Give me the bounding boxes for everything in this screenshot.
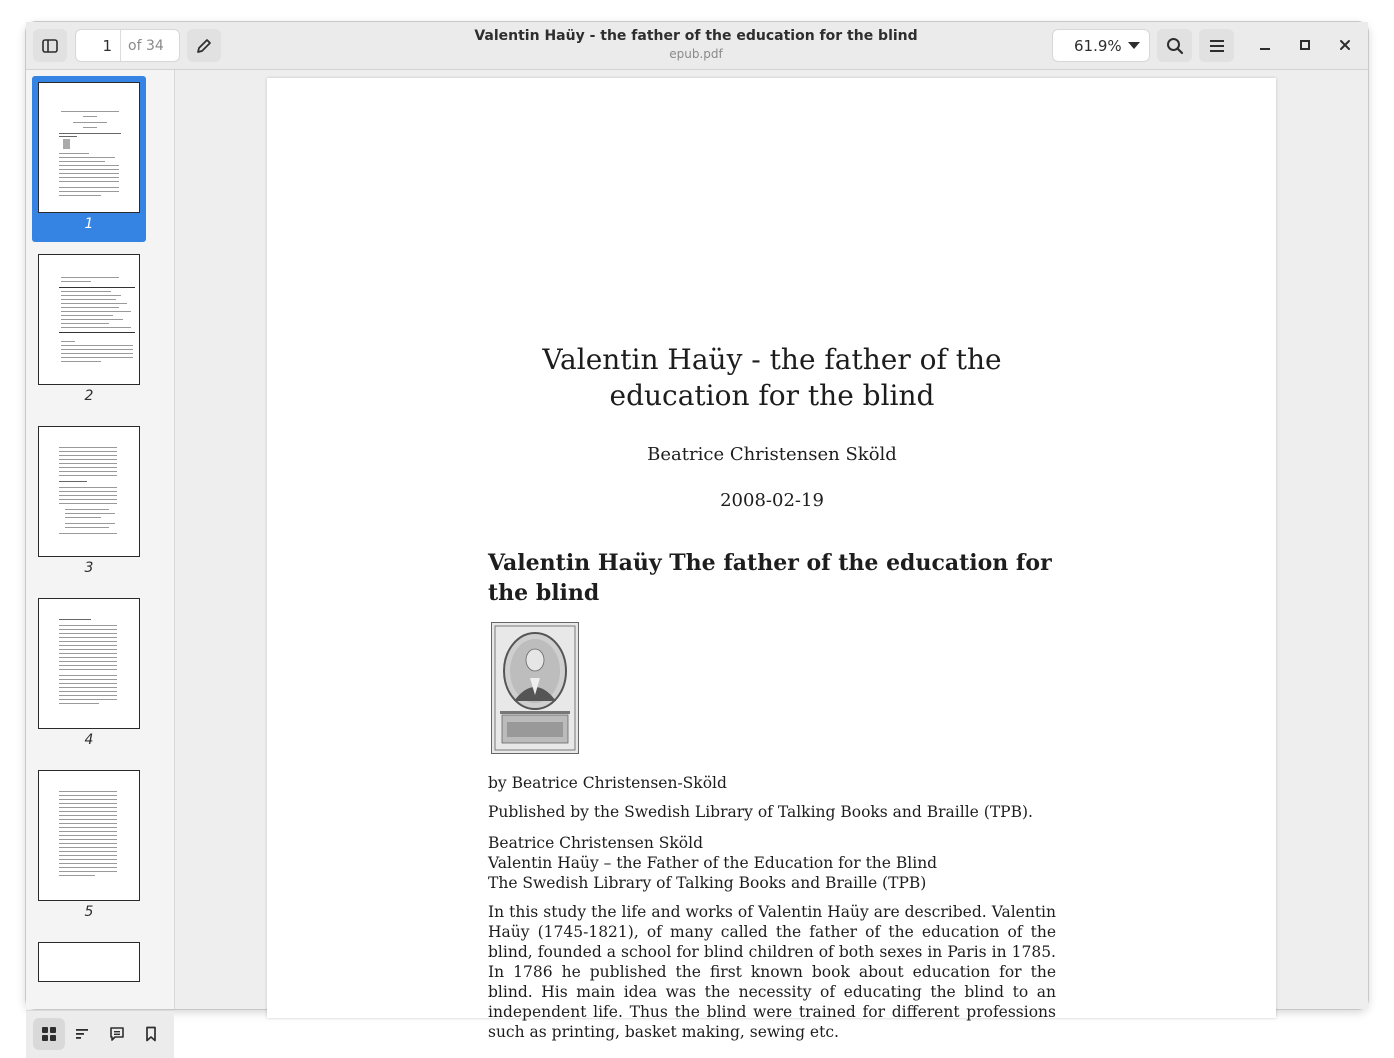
outline-icon (75, 1026, 91, 1042)
meta-line-author: Beatrice Christensen Sköld (488, 834, 703, 852)
sidebar-view-switcher (26, 1010, 174, 1058)
page-thumbnail-1[interactable] (32, 76, 146, 242)
sidebar-toggle-icon (42, 39, 58, 53)
hamburger-menu-icon (1209, 39, 1225, 53)
meta-line-title: Valentin Haüy – the Father of the Education for the Blind (488, 854, 938, 872)
document-abstract: In this study the life and works of Valentin Haüy are described. Valentin Haüy (1745-1821), of many called the father of the education of the blind, founded a school for blind children of both sexes in Paris in 1785. In 1786 he published the first known book about education for the blind. His main idea was the necessity of educating the blind to an independent life. Thus the blind were trained for different professions such as printing, basket making, sewing etc. (488, 903, 1056, 1041)
thumbnail-image (38, 82, 140, 213)
maximize-icon (1299, 39, 1311, 51)
thumbnail-label: 1 (84, 216, 94, 232)
page-number-input[interactable]: 1 (102, 36, 112, 55)
page-number-entry[interactable] (75, 29, 180, 62)
thumbnail-image (38, 426, 140, 557)
annotations-view-button[interactable] (101, 1018, 133, 1050)
page-thumbnail-6-partial[interactable] (38, 942, 140, 982)
page-total-label: of 34 (128, 37, 164, 54)
thumbnail-label: 5 (84, 904, 94, 920)
comment-icon (109, 1026, 125, 1042)
portrait-engraving (491, 622, 579, 754)
search-icon (1166, 37, 1184, 55)
thumbnail-image (38, 254, 140, 385)
page-thumbnail-2[interactable] (32, 248, 146, 414)
document-author: Beatrice Christensen Sköld (647, 444, 897, 465)
search-button[interactable] (1157, 29, 1192, 62)
thumbnail-image (38, 770, 140, 901)
annotate-button[interactable] (187, 29, 221, 62)
zoom-selector[interactable] (1052, 29, 1150, 62)
document-publisher: Published by the Swedish Library of Talking Books and Braille (TPB). (488, 803, 1033, 821)
minimize-icon (1259, 39, 1271, 51)
document-byline: by Beatrice Christensen-Sköld (488, 774, 727, 792)
sidebar-toggle-button[interactable] (33, 29, 67, 62)
grid-icon (41, 1026, 57, 1042)
thumbnail-label: 2 (84, 388, 94, 404)
window-subtitle: epub.pdf (669, 47, 723, 61)
close-button[interactable] (1334, 34, 1356, 56)
page-thumbnail-4[interactable] (32, 592, 146, 758)
document-meta (488, 833, 1056, 893)
bookmarks-view-button[interactable] (135, 1018, 167, 1050)
zoom-value: 61.9% (1074, 36, 1122, 55)
maximize-button[interactable] (1294, 34, 1316, 56)
header-bar (26, 22, 1368, 70)
thumbnails-view-button[interactable] (33, 1018, 65, 1050)
minimize-button[interactable] (1254, 34, 1276, 56)
document-page (267, 78, 1276, 1041)
page-thumbnail-3[interactable] (32, 420, 146, 586)
thumbnail-image (38, 598, 140, 729)
pencil-icon (196, 38, 212, 54)
bookmark-icon (144, 1026, 158, 1042)
outline-view-button[interactable] (67, 1018, 99, 1050)
meta-line-publisher: The Swedish Library of Talking Books and Braille (TPB) (488, 874, 927, 892)
document-heading: Valentin Haüy The father of the education for the blind (488, 550, 1052, 606)
main-menu-button[interactable] (1199, 29, 1234, 62)
chevron-down-icon (1128, 42, 1140, 50)
window-title: Valentin Haüy - the father of the education for the blind (474, 28, 918, 44)
document-title: Valentin Haüy - the father of the education for the blind (542, 343, 1002, 412)
thumbnail-sidebar[interactable] (26, 70, 175, 1009)
document-date: 2008-02-19 (720, 490, 824, 511)
page-thumbnail-5[interactable] (32, 764, 146, 930)
close-icon (1339, 39, 1351, 51)
window-title-area (446, 27, 946, 62)
thumbnail-label: 3 (84, 560, 94, 576)
document-view[interactable] (175, 70, 1368, 1041)
pdf-viewer-window (26, 22, 1368, 1041)
thumbnail-label: 4 (84, 732, 94, 748)
